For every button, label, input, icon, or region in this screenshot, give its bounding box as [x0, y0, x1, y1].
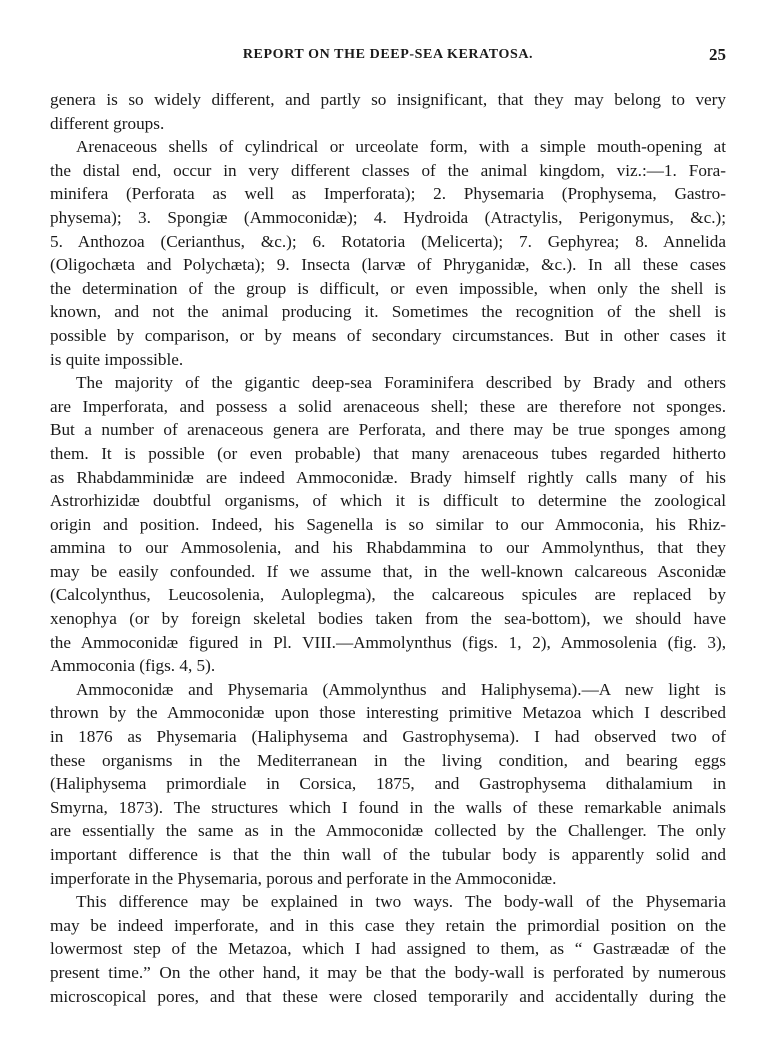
- text-line: the distal end, occur in very different classes of the animal kingdom, viz.:—1. Fora-: [50, 160, 726, 180]
- paragraph-5: [50, 890, 726, 1008]
- text-line: imperforate in the Physemaria, porous and perforate in the Ammoconidæ.: [50, 868, 557, 888]
- text-line: 5. Anthozoa (Cerianthus, &c.); 6. Rotatoria (Melicerta); 7. Gephyrea; 8. Annelida: [50, 231, 726, 251]
- text-line: origin and position. Indeed, his Sagenella is so similar to our Ammoconia, his Rhiz-: [50, 514, 726, 534]
- paragraph-2: [50, 135, 726, 371]
- text-line: lowermost step of the Metazoa, which I had assigned to them, as “ Gastræadæ of the: [50, 939, 726, 959]
- text-line: may be indeed imperforate, and in this case they retain the primordial position on the: [50, 915, 726, 935]
- text-line: may be easily confounded. If we assume that, in the well-known calcareous Asconidæ: [50, 561, 726, 581]
- text-line: the determination of the group is difficult, or even impossible, when only the shell is: [50, 278, 726, 298]
- text-line: (Oligochæta and Polychæta); 9. Insecta (larvæ of Phryganidæ, &c.). In all these cases: [50, 255, 726, 275]
- text-line: Astrorhizidæ doubtful organisms, of which it is difficult to determine the zoological: [50, 491, 726, 511]
- text-line: are essentially the same as in the Ammoconidæ collected by the Challenger. The only: [50, 821, 726, 841]
- text-line: physema); 3. Spongiæ (Ammoconidæ); 4. Hydroida (Atractylis, Perigonymus, &c.);: [50, 207, 726, 227]
- text-line: ammina to our Ammosolenia, and his Rhabdammina to our Ammolynthus, that they: [50, 538, 726, 558]
- text-line: xenophya (or by foreign skeletal bodies taken from the sea-bottom), we should have: [50, 609, 726, 629]
- text-line: present time.” On the other hand, it may be that the body-wall is perforated by numerous: [50, 962, 726, 982]
- text-line: as Rhabdamminidæ are indeed Ammoconidæ. Brady himself rightly calls many of his: [50, 467, 726, 487]
- text-line: possible by comparison, or by means of secondary circumstances. But in other cases it: [50, 325, 726, 345]
- text-line: (Calcolynthus, Leucosolenia, Auloplegma), the calcareous spicules are replaced by: [50, 585, 726, 605]
- paragraph-3: [50, 371, 726, 678]
- text-line: important difference is that the thin wall of the tubular body is apparently solid and: [50, 845, 726, 864]
- text-line: known, and not the animal producing it. Sometimes the recognition of the shell is: [50, 302, 726, 322]
- text-line: This difference may be explained in two ways. The body-wall of the Physemaria: [76, 892, 726, 912]
- text-line: Smyrna, 1873). The structures which I found in the walls of these remarkable animals: [50, 797, 726, 817]
- text-line: thrown by the Ammoconidæ upon those interesting primitive Metazoa which I described: [50, 703, 726, 723]
- text-line: these organisms in the Mediterranean in the living condition, and bearing eggs: [50, 750, 726, 770]
- page-header: [50, 40, 726, 70]
- page: [50, 40, 726, 1008]
- text-line: different groups.: [50, 113, 165, 133]
- text-line: minifera (Perforata as well as Imperforata); 2. Physemaria (Prophysema, Gastro-: [50, 184, 726, 204]
- text-line: (Haliphysema primordiale in Corsica, 1875, and Gastrophysema dithalamium in: [50, 774, 726, 794]
- text-line: Ammoconidæ and Physemaria (Ammolynthus and Haliphysema).—A new light is: [76, 679, 726, 699]
- text-line: Arenaceous shells of cylindrical or urceolate form, with a simple mouth-opening at: [76, 137, 726, 157]
- text-line: But a number of arenaceous genera are Perforata, and there may be true sponges among: [50, 420, 726, 440]
- text-line: in 1876 as Physemaria (Haliphysema and Gastrophysema). I had observed two of: [50, 727, 726, 747]
- page-number: 25: [709, 45, 726, 64]
- text-line: Ammoconia (figs. 4, 5).: [50, 656, 216, 676]
- paragraph-1: [50, 88, 726, 135]
- text-line: are Imperforata, and possess a solid arenaceous shell; these are therefore not sponges.: [50, 396, 726, 416]
- text-line: The majority of the gigantic deep-sea Foraminifera described by Brady and others: [76, 373, 726, 393]
- body-text: [50, 88, 726, 1008]
- paragraph-4: [50, 678, 726, 890]
- running-head: REPORT ON THE DEEP-SEA KERATOSA.: [242, 47, 534, 62]
- text-line: genera is so widely different, and partly so insignificant, that they may belong to very: [50, 90, 726, 109]
- text-line: them. It is possible (or even probable) that many arenaceous tubes regarded hitherto: [50, 443, 726, 463]
- text-line: is quite impossible.: [50, 349, 184, 369]
- text-line: the Ammoconidæ figured in Pl. VIII.—Ammolynthus (figs. 1, 2), Ammosolenia (fig. 3),: [50, 632, 726, 652]
- text-line: microscopical pores, and that these were closed temporarily and accidentally during the: [50, 986, 726, 1006]
